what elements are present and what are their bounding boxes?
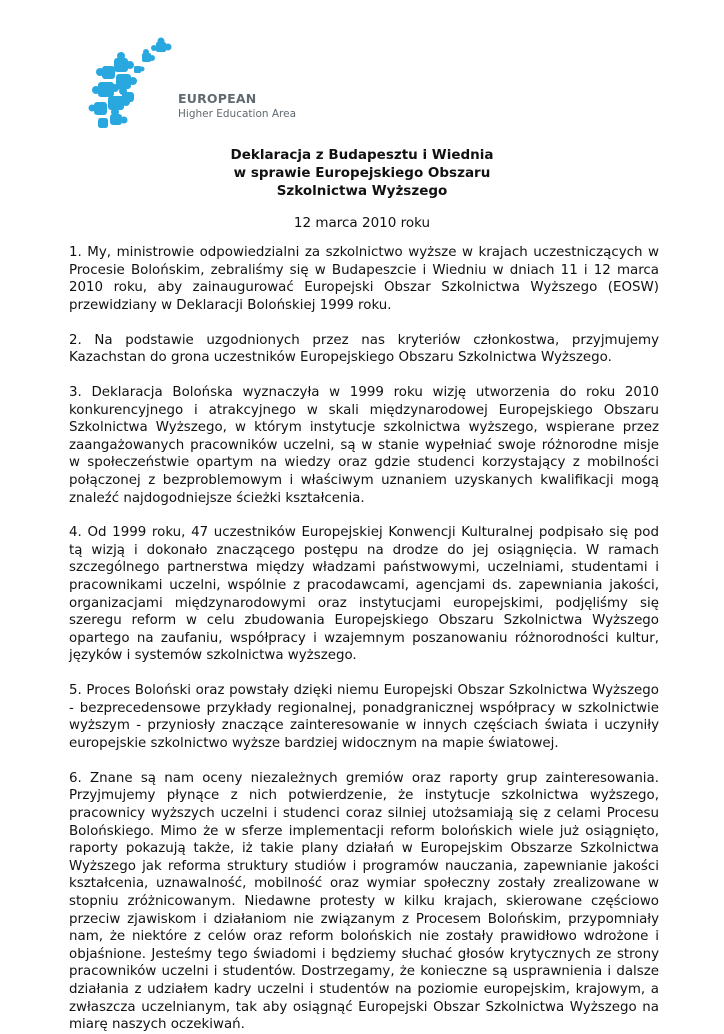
document-body	[69, 244, 659, 1034]
puzzle-pieces-icon	[86, 36, 178, 136]
paragraph-2: 2. Na podstawie uzgodnionych przez nas kryteriów członkostwa, przyjmujemy Kazachstan do grona uczestników Europejskiego Obszaru Szkolnictwa Wyższego.	[69, 332, 659, 366]
ehea-logo	[86, 36, 356, 136]
document-date: 12 marca 2010 roku	[293, 215, 431, 231]
title-line: Szkolnictwa Wyższego	[276, 183, 448, 199]
paragraph-5: 5. Proces Boloński oraz powstały dzięki niemu Europejski Obszar Szkolnictwa Wyższego - bezprecedensowe przykłady regionalnej, ponadgranicznej współpracy w szkolnictwie wyższym - przyniosły znaczące zainteresowanie w innych częściach świata i uczyniły europejskie szkolnictwo wyższe bardziej widocznym na mapie światowej.	[69, 683, 659, 751]
paragraph-6: 6. Znane są nam oceny niezależnych gremiów oraz raporty grup zainteresowania. Przyjmujemy płynące z nich potwierdzenie, że instytucje szkolnictwa wyższego, pracownicy wyższych uczelni i studenci coraz silniej utożsamiają się z celami Procesu Bolońskiego. Mimo że w sferze implementacji reform bolońskich wiele już osiągnięto, raporty pokazują także, iż takie plany działań w Europejskim Obszarze Szkolnictwa Wyższego jak reforma struktury studiów i programów nauczania, zapewnianie jakości kształcenia, uznawalność, mobilność oraz wymiar społeczny zostały zrealizowane w stopniu zróżnicowanym. Niedawne protesty w kilku krajach, skierowane częściowo przeciw zjawiskom i działaniom nie związanym z Procesem Bolońskim, przypomniały nam, że niektóre z celów oraz reform bolońskich nie zostały prawidłowo wdrożone i objaśnione. Jesteśmy tego świadomi i będziemy słuchać głosów krytycznych ze strony pracowników uczelni i studentów. Dostrzegamy, że konieczne są usprawnienia i dalsze działania z udziałem kadry uczelni i studentów na poziomie europejskim, krajowym, a zwłaszcza uczelnianym, tak aby osiągnąć Europejski Obszar Szkolnictwa Wyższego na miarę naszych oczekiwań.	[69, 770, 659, 1033]
document-title	[0, 146, 724, 200]
paragraph-1: 1. My, ministrowie odpowiedzialni za szkolnictwo wyższe w krajach uczestniczących w Procesie Bolońskim, zebraliśmy się w Budapeszcie i Wiedniu w dniach 11 i 12 marca 2010 roku, aby zainaugurować Europejski Obszar Szkolnictwa Wyższego (EOSW) przewidziany w Deklaracji Bolońskiej 1999 roku.	[69, 245, 659, 313]
paragraph-4: 4. Od 1999 roku, 47 uczestników Europejskiej Konwencji Kulturalnej podpisało się pod tą wizją i dokonało znaczącego postępu na drodze do jej osiągnięcia. W ramach szczególnego partnerstwa między władzami państwowymi, uczelniami, studentami i pracownikami uczelni, wspólnie z pracodawcami, agencjami ds. zapewniania jakości, organizacjami międzynarodowymi oraz instytucjami europejskimi, podjęliśmy się szeregu reform w celu zbudowania Europejskiego Obszaru Szkolnictwa Wyższego opartego na zaufaniu, współpracy i wzajemnym poszanowaniu różnorodności kultur, języków i systemów szkolnictwa wyższego.	[69, 525, 659, 664]
title-line: Deklaracja z Budapesztu i Wiednia	[230, 147, 494, 163]
logo-subtitle: Higher Education Area	[178, 108, 297, 120]
logo-text	[178, 91, 296, 121]
paragraph-3: 3. Deklaracja Bolońska wyznaczyła w 1999 roku wizję utworzenia do roku 2010 konkurencyjnego i atrakcyjnego w skali międzynarodowej Europejskiego Obszaru Szkolnictwa Wyższego, w którym instytucje szkolnictwa wyższego, wspierane przez zaangażowanych pracowników uczelni, są w stanie wypełniać swoje różnorodne misje w społeczeństwie opartym na wiedzy oraz gdzie studenci korzystający z mobilności połączonej z bezproblemowym i właściwym uznaniem uzyskanych kwalifikacji mogą znaleźć najdogodniejsze ścieżki kształcenia.	[69, 384, 659, 506]
title-line: w sprawie Europejskiego Obszaru	[233, 165, 491, 181]
logo-title: EUROPEAN	[178, 91, 257, 106]
